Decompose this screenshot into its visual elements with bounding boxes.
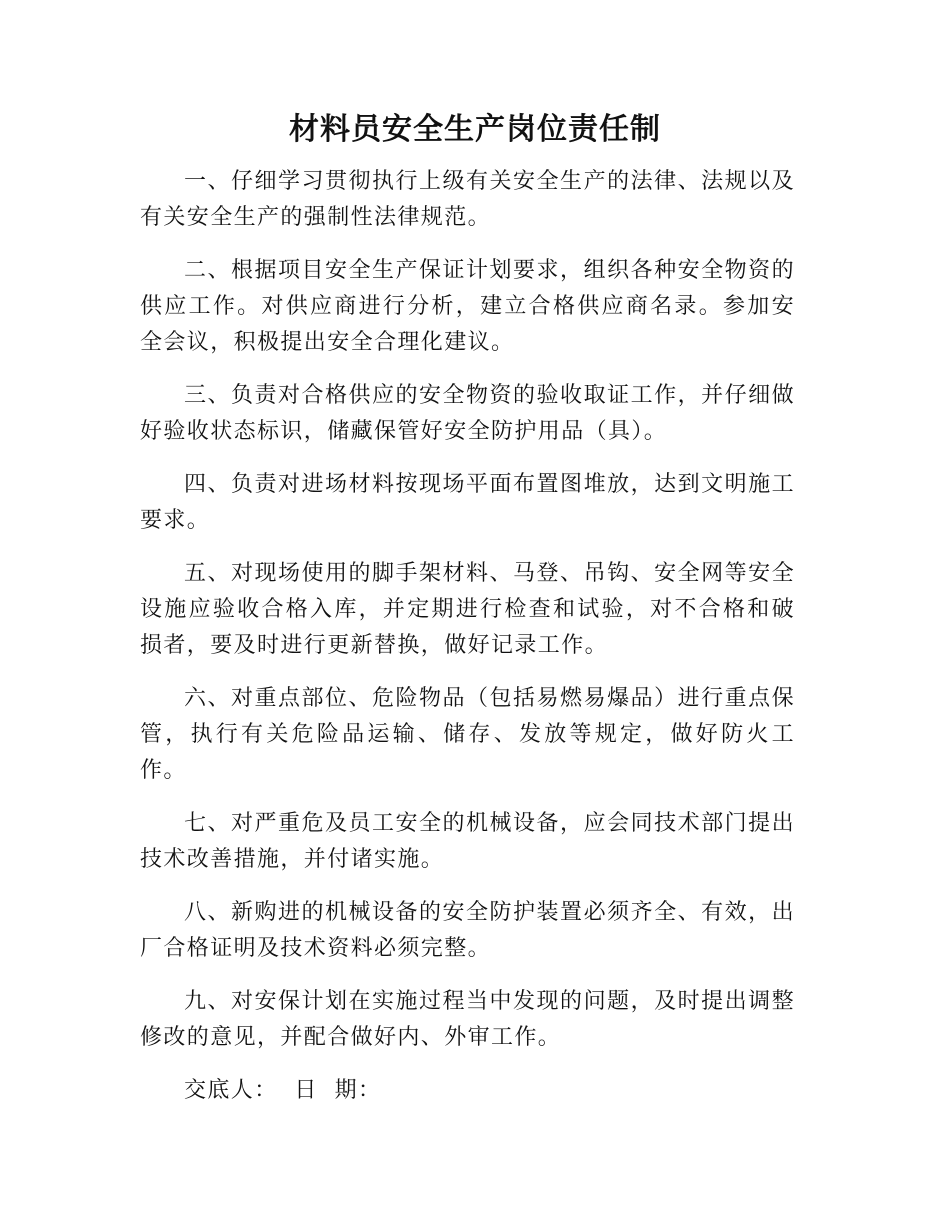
clause-8: 八、新购进的机械设备的安全防护装置必须齐全、有效，出厂合格证明及技术资料必须完整。 [140, 900, 795, 961]
clause-5: 五、对现场使用的脚手架材料、马登、吊钩、安全网等安全设施应验收合格入库，并定期进行检查和试验，对不合格和破损者，要及时进行更新替换，做好记录工作。 [140, 561, 795, 658]
clause-7: 七、对严重危及员工安全的机械设备，应会同技术部门提出技术改善措施，并付诸实施。 [140, 811, 795, 872]
clause-3: 三、负责对合格供应的安全物资的验收取证工作，并仔细做好验收状态标识，储藏保管好安全防护用品（具）。 [140, 383, 795, 444]
clause-6: 六、对重点部位、危险物品（包括易燃易爆品）进行重点保管，执行有关危险品运输、储存、发放等规定，做好防火工作。 [140, 686, 795, 783]
clause-4: 四、负责对进场材料按现场平面布置图堆放，达到文明施工要求。 [140, 472, 795, 533]
clause-9: 九、对安保计划在实施过程当中发现的问题，及时提出调整修改的意见，并配合做好内、外审工作。 [140, 989, 795, 1050]
document-title: 材料员安全生产岗位责任制 [289, 112, 661, 147]
clause-2: 二、根据项目安全生产保证计划要求，组织各种安全物资的供应工作。对供应商进行分析，建立合格供应商名录。参加安全会议，积极提出安全合理化建议。 [140, 258, 795, 355]
signoff-line: 交底人： 日 期： [184, 1078, 382, 1103]
clause-1: 一、仔细学习贯彻执行上级有关安全生产的法律、法规以及有关安全生产的强制性法律规范。 [140, 169, 795, 230]
document-body [140, 164, 795, 1109]
